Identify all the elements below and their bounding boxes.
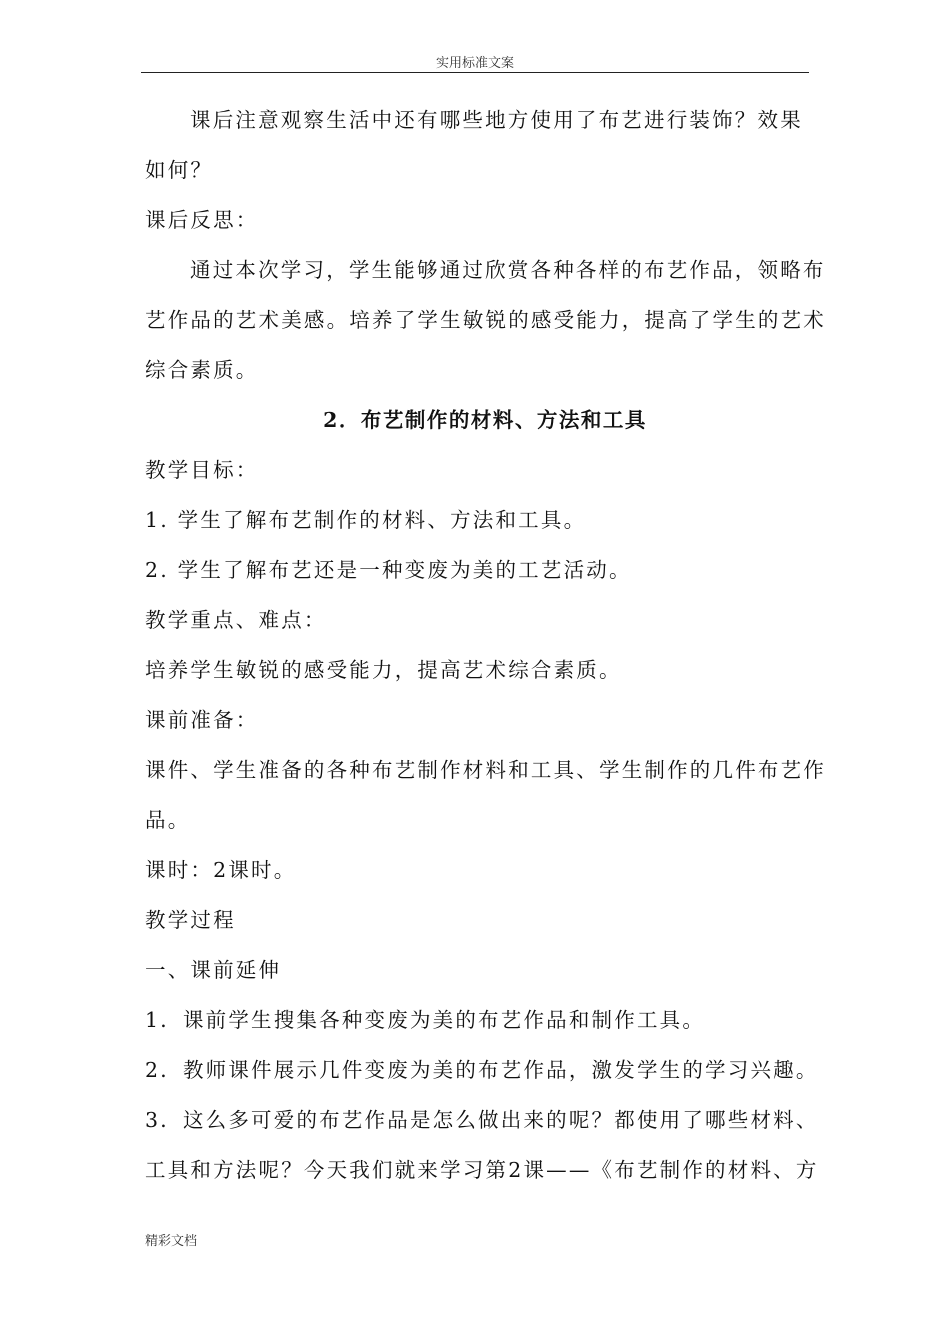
- paragraph-line: 品。: [145, 808, 191, 832]
- objective-item: 1. 学生了解布艺制作的材料、方法和工具。: [145, 508, 587, 532]
- preparation-heading: 课前准备：: [145, 708, 259, 732]
- paragraph-line: 课件、学生准备的各种布艺制作材料和工具、学生制作的几件布艺作: [145, 758, 826, 782]
- objectives-heading: 教学目标：: [145, 458, 259, 482]
- key-points-heading: 教学重点、难点：: [145, 608, 327, 632]
- step-item: 2．教师课件展示几件变废为美的布艺作品，激发学生的学习兴趣。: [145, 1058, 819, 1082]
- section-title: 2．布艺制作的材料、方法和工具: [323, 408, 647, 432]
- paragraph-line: 如何？: [145, 158, 214, 182]
- reflection-heading: 课后反思：: [145, 208, 259, 232]
- step-item: 3．这么多可爱的布艺作品是怎么做出来的呢？都使用了哪些材料、: [145, 1108, 819, 1132]
- page-header: 实用标准文案: [435, 56, 514, 71]
- paragraph-line: 艺作品的艺术美感。培养了学生敏锐的感受能力，提高了学生的艺术: [145, 308, 826, 332]
- page-footer: 精彩文档: [145, 1234, 198, 1249]
- objective-item: 2. 学生了解布艺还是一种变废为美的工艺活动。: [145, 558, 632, 582]
- process-heading: 教学过程: [145, 908, 236, 932]
- paragraph-line: 通过本次学习，学生能够通过欣赏各种各样的布艺作品，领略布: [190, 258, 826, 282]
- paragraph-line: 课后注意观察生活中还有哪些地方使用了布艺进行装饰？效果: [190, 108, 803, 132]
- step-item: 1．课前学生搜集各种变废为美的布艺作品和制作工具。: [145, 1008, 706, 1032]
- document-body: [145, 95, 826, 1195]
- header-divider: [141, 72, 809, 73]
- paragraph-line: 综合素质。: [145, 358, 259, 382]
- paragraph-line: 培养学生敏锐的感受能力，提高艺术综合素质。: [145, 658, 622, 682]
- part-heading: 一、课前延伸: [145, 958, 282, 982]
- class-hours: 课时：2课时。: [145, 858, 297, 882]
- paragraph-line: 工具和方法呢？今天我们就来学习第2课——《布艺制作的材料、方: [145, 1158, 819, 1182]
